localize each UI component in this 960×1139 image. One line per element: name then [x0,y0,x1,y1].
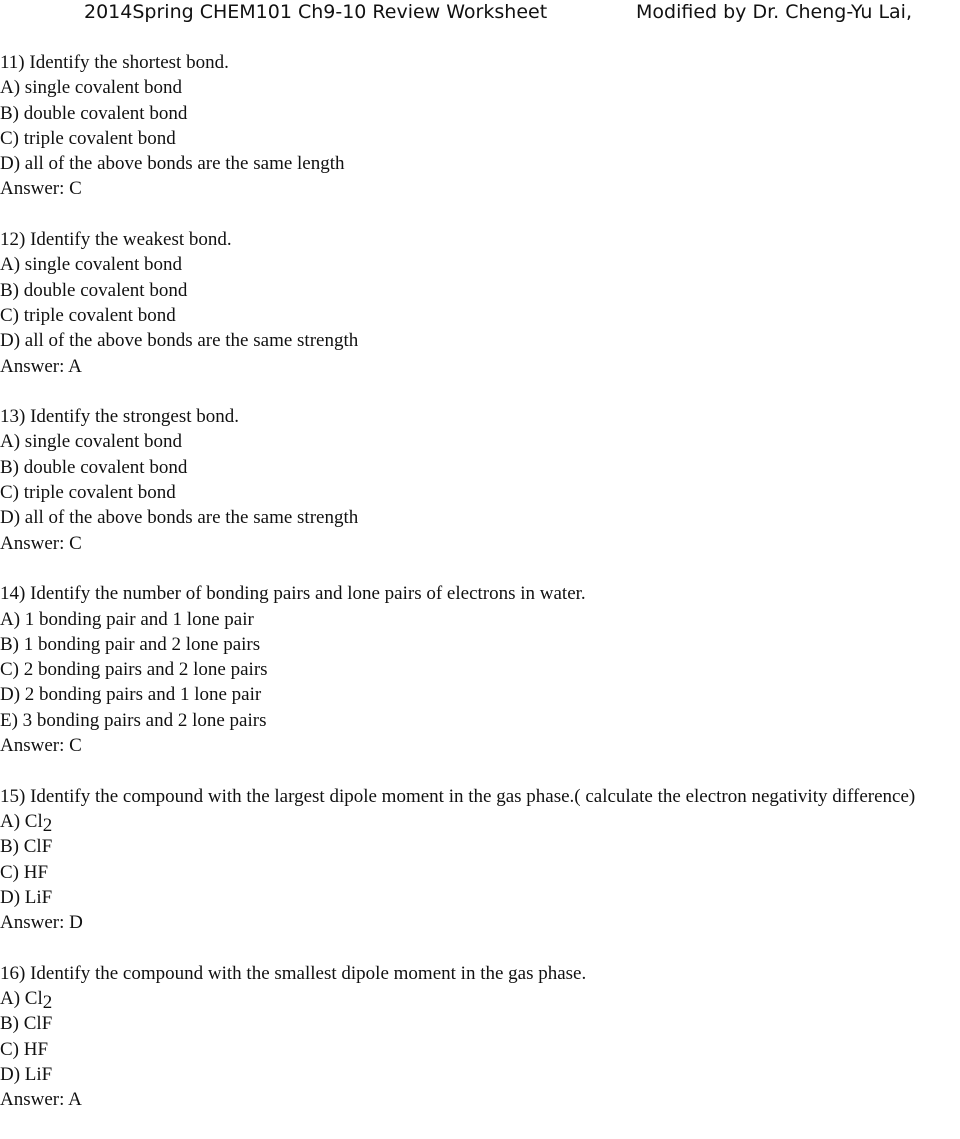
answer: Answer: C [0,178,82,200]
answer: Answer: A [0,1089,82,1111]
option-a: A) single covalent bond [0,254,183,276]
option-a-subscript: 2 [42,814,53,835]
question-15 [0,784,960,936]
option-d: D) LiF [0,886,53,908]
option-d: D) all of the above bonds are the same strength [0,330,359,352]
option-d: D) LiF [0,1063,53,1085]
question-13 [0,404,960,556]
option-a: A) single covalent bond [0,77,183,99]
answer: Answer: C [0,735,82,757]
option-a-formula: A) Cl [0,810,43,832]
option-b: B) 1 bonding pair and 2 lone pairs [0,633,261,655]
option-b: B) double covalent bond [0,456,188,478]
worksheet-body [0,50,960,1138]
option-b: B) double covalent bond [0,102,188,124]
option-b: B) ClF [0,836,53,858]
question-prompt: 11) Identify the shortest bond. [0,52,229,73]
question-prompt: 14) Identify the number of bonding pairs and lone pairs of electrons in water. [0,583,586,605]
option-c: C) triple covalent bond [0,304,176,326]
option-e: E) 3 bonding pairs and 2 lone pairs [0,709,267,731]
option-d: D) all of the above bonds are the same length [0,153,345,175]
option-a-formula: A) Cl [0,987,43,1009]
option-c: C) HF [0,861,49,883]
option-a [0,809,960,834]
option-a-subscript: 2 [42,991,53,1012]
question-prompt: 15) Identify the compound with the largest dipole moment in the gas phase.( calculate the electron negativity difference) [0,785,916,807]
option-c: C) HF [0,1038,49,1060]
option-b: B) ClF [0,1013,53,1035]
option-c: C) triple covalent bond [0,482,176,504]
page-header [0,0,960,26]
option-d: D) all of the above bonds are the same strength [0,507,359,529]
question-16 [0,961,960,1113]
author-credit: Modified by Dr. Cheng-Yu Lai, [636,1,912,23]
answer: Answer: A [0,355,82,377]
question-prompt: 13) Identify the strongest bond. [0,406,240,428]
option-c: C) 2 bonding pairs and 2 lone pairs [0,659,268,681]
question-14 [0,581,960,758]
option-c: C) triple covalent bond [0,127,176,149]
question-prompt: 12) Identify the weakest bond. [0,229,232,251]
option-a [0,986,960,1011]
answer: Answer: D [0,912,83,934]
option-a: A) 1 bonding pair and 1 lone pair [0,608,254,630]
option-b: B) double covalent bond [0,279,188,301]
worksheet-title: 2014Spring CHEM101 Ch9-10 Review Worksheet [84,1,548,23]
question-11 [0,50,960,202]
option-d: D) 2 bonding pairs and 1 lone pair [0,684,262,706]
question-prompt: 16) Identify the compound with the smallest dipole moment in the gas phase. [0,962,587,984]
option-a: A) single covalent bond [0,431,183,453]
answer: Answer: C [0,532,82,554]
question-12 [0,227,960,379]
